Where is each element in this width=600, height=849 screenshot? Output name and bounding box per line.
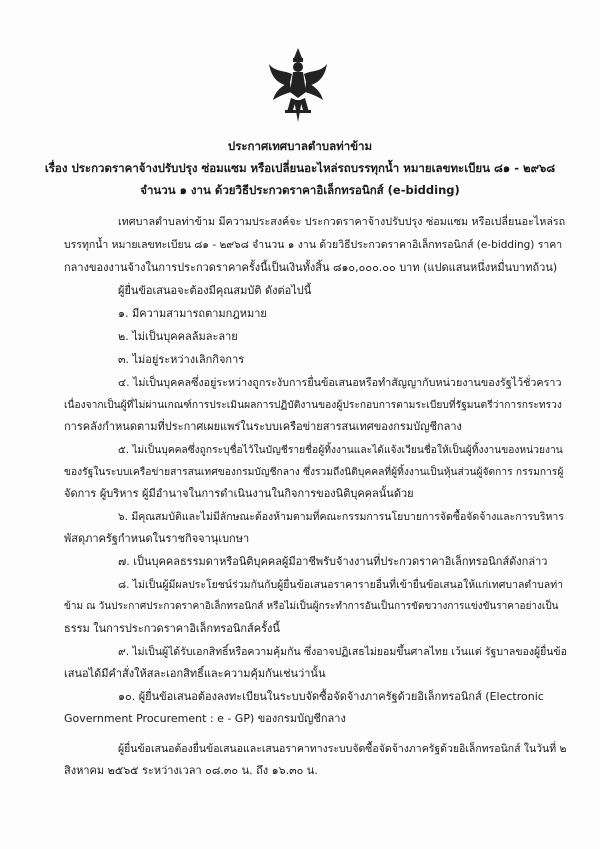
qualification-7: ๗. เป็นบุคคลธรรมดาหรือนิติบุคคลผู้มีอาชีพรับจ้างงานที่ประกวดราคาอิเล็กทรอนิกส์ดังกล่าว bbox=[118, 555, 548, 568]
document-title: ประกาศเทศบาลตำบลท่าข้าม bbox=[227, 139, 373, 153]
qualification-4-line-3: การคลังกำหนดตามที่ประกาศเผยแพร่ในระบบเครือข่ายสารสนเทศของกรมบัญชีกลาง bbox=[64, 420, 462, 433]
qualification-9-line-2: เสนอได้มีคำสั่งให้สละเอกสิทธิ์และความคุ้มกันเช่นว่านั้น bbox=[64, 667, 326, 680]
qualification-10-line-1: ๑๐. ผู้ยื่นข้อเสนอต้องลงทะเบียนในระบบจัดซื้อจัดจ้างภาครัฐด้วยอิเล็กทรอนิกส์ (Electronic bbox=[118, 690, 544, 703]
qualification-8-line-2: ข้าม ณ วันประกาศประกวดราคาอิเล็กทรอนิกส์ หรือไม่เป็นผู้กระทำการอันเป็นการขัดขวางการแข่งขันราคาอย่างเป็น bbox=[64, 601, 559, 612]
qualification-5-line-2: ของรัฐในระบบเครือข่ายสารสนเทศของกรมบัญชีกลาง ซึ่งรวมถึงนิติบุคคลที่ผู้ทิ้งงานเป็นหุ้นส่วนผู้จัดการ กรรมการผู้ bbox=[64, 466, 564, 478]
intro-line-3: กลางของงานจ้างในการประกวดราคาครั้งนี้เป็นเงินทั้งสิ้น ๘๑๐,๐๐๐.๐๐ บาท (แปดแสนหนึ่งหมื่นบาทถ้วน) bbox=[64, 261, 558, 274]
document-subject-continued: จำนวน ๑ งาน ด้วยวิธีประกวดราคาอิเล็กทรอนิกส์ (e-bidding) bbox=[140, 183, 460, 197]
qualification-4-line-2: เนื่องจากเป็นผู้ที่ไม่ผ่านเกณฑ์การประเมินผลการปฏิบัติงานของผู้ประกอบการตามระเบียบที่รัฐมนตรีว่าการกระทรวง bbox=[64, 399, 562, 411]
garuda-emblem-icon bbox=[267, 46, 329, 126]
intro-line-2: บรรทุกน้ำ หมายเลขทะเบียน ๘๑ - ๒๙๖๘ จำนวน ๑ งาน ด้วยวิธีประกวดราคาอิเล็กทรอนิกส์ (e-bidding) ราคา bbox=[64, 239, 563, 251]
qualification-1: ๑. มีความสามารถตามกฎหมาย bbox=[118, 307, 267, 320]
intro-line-1: เทศบาลตำบลท่าข้าม มีความประสงค์จะ ประกวดราคาจ้างปรับปรุง ซ่อมแซม หรือเปลี่ยนอะไหล่รถ bbox=[118, 215, 566, 228]
qualification-6-line-2: พัสดุภาครัฐกำหนดในราชกิจจานุเบกษา bbox=[64, 532, 250, 545]
document-subject: เรื่อง ประกวดราคาจ้างปรับปรุง ซ่อมแซม หรือเปลี่ยนอะไหล่รถบรรทุกน้ำ หมายเลขทะเบียน ๘๑ - ๒๙๖๘ bbox=[44, 161, 556, 175]
qualification-8-line-3: ธรรม ในการประกวดราคาอิเล็กทรอนิกส์ครั้งนี้ bbox=[64, 622, 280, 635]
closing-line-2: สิงหาคม ๒๕๖๕ ระหว่างเวลา ๐๘.๓๐ น. ถึง ๑๖.๓๐ น. bbox=[64, 764, 318, 777]
qualification-8-line-1: ๘. ไม่เป็นผู้มีผลประโยชน์ร่วมกันกับผู้ยื่นข้อเสนอราคารายอื่นที่เข้ายื่นข้อเสนอให้แก่เทศบาลตำบลท่า bbox=[118, 579, 564, 591]
qualification-9-line-1: ๙. ไม่เป็นผู้ได้รับเอกสิทธิ์หรือความคุ้มกัน ซึ่งอาจปฏิเสธไม่ยอมขึ้นศาลไทย เว้นแต่ รัฐบาลของผู้ยื่นข้อ bbox=[118, 646, 567, 658]
qualification-6-line-1: ๖. มีคุณสมบัติและไม่มีลักษณะต้องห้ามตามที่คณะกรรมการนโยบายการจัดซื้อจัดจ้างและการบริหาร bbox=[118, 511, 564, 523]
qualifications-heading: ผู้ยื่นข้อเสนอจะต้องมีคุณสมบัติ ดังต่อไปนี้ bbox=[118, 284, 312, 297]
closing-line-1: ผู้ยื่นข้อเสนอต้องยื่นข้อเสนอและเสนอราคาทางระบบจัดซื้อจัดจ้างภาครัฐด้วยอิเล็กทรอนิกส์ ในวันที่ ๒ bbox=[118, 743, 567, 755]
qualification-5-line-1: ๕. ไม่เป็นบุคคลซึ่งถูกระบุชื่อไว้ในบัญชีรายชื่อผู้ทิ้งงานและได้แจ้งเวียนชื่อให้เป็นผู้ทิ้งงานของหน่วยงาน bbox=[118, 444, 563, 456]
qualification-10-line-2: Government Procurement : e - GP) ของกรมบัญชีกลาง bbox=[64, 712, 346, 725]
qualification-4-line-1: ๔. ไม่เป็นบุคคลซึ่งอยู่ระหว่างถูกระงับการยื่นข้อเสนอหรือทำสัญญากับหน่วยงานของรัฐไว้ชั่วคราว bbox=[118, 376, 562, 389]
qualification-3: ๓. ไม่อยู่ระหว่างเลิกกิจการ bbox=[118, 353, 245, 366]
qualification-2: ๒. ไม่เป็นบุคคลล้มละลาย bbox=[118, 330, 238, 343]
qualification-5-line-3: จัดการ ผู้บริหาร ผู้มีอำนาจในการดำเนินงานในกิจการของนิติบุคคลนั้นด้วย bbox=[64, 487, 414, 500]
